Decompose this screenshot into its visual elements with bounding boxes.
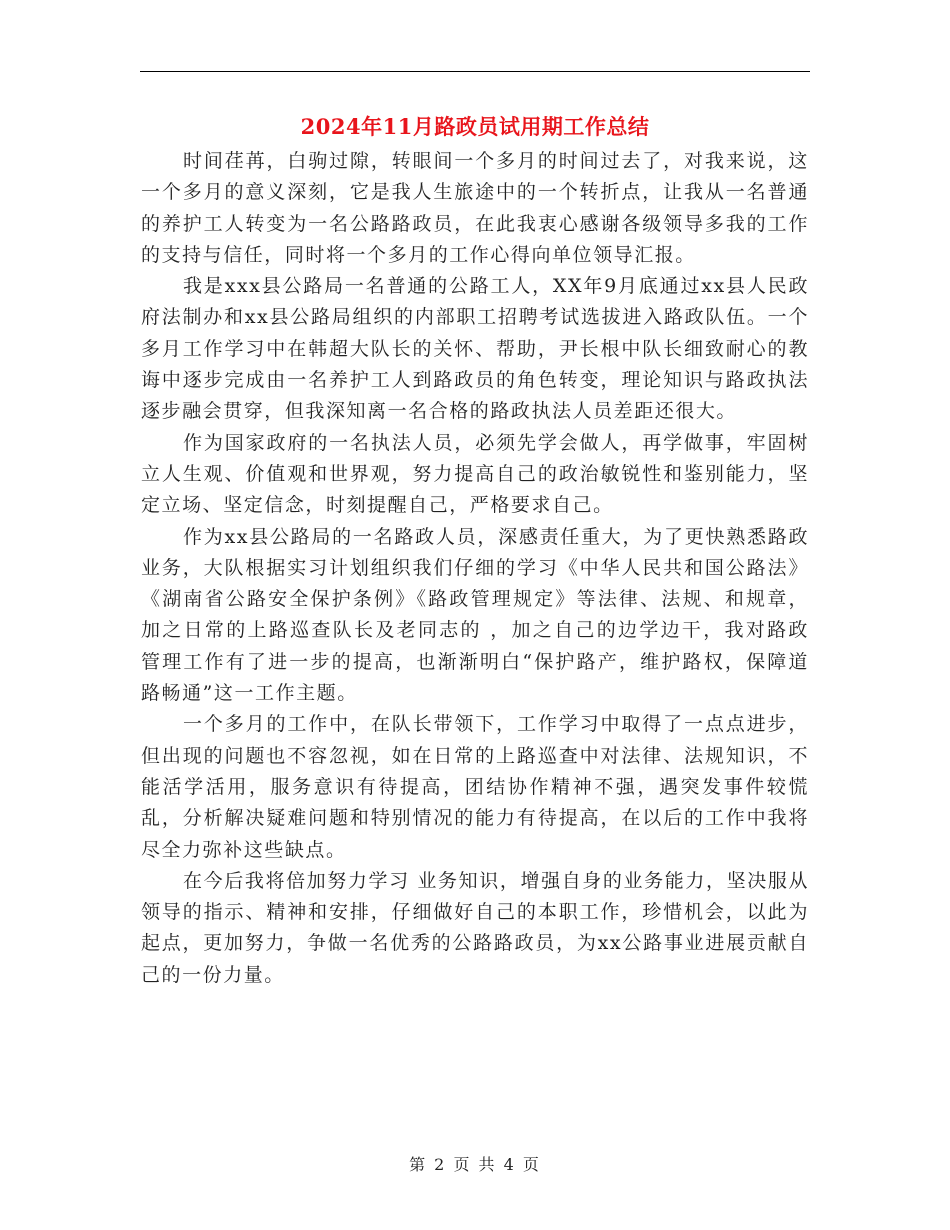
paragraph-2: 我是xxx县公路局一名普通的公路工人，XX年9月底通过xx县人民政府法制办和xx县公路局组织的内部职工招聘考试选拔进入路政队伍。一个多月工作学习中在韩超大队长的关怀、帮助，尹长根中队长细致耐心的教诲中逐步完成由一名养护工人到路政员的角色转变，理论知识与路政执法逐步融会贯穿，但我深知离一名合格的路政执法人员差距还很大。	[141, 275, 809, 423]
paragraph-4: 作为xx县公路局的一名路政人员，深感责任重大，为了更快熟悉路政业务，大队根据实习计划组织我们仔细的学习《中华人民共和国公路法》《湖南省公路安全保护条例》《路政管理规定》等法律、法规、和规章，加之日常的上路巡查队长及老同志的 ，加之自己的边学边干，我对路政 管理工作有了进一步的提高，也渐渐明白“保护路产，维护路权，保障道路畅通”这一工作主题。	[141, 525, 809, 705]
paragraph-6: 在今后我将倍加努力学习 业务知识，增强自身的业务能力，坚决服从领导的指示、精神和安排，仔细做好自己的本职工作，珍惜机会，以此为起点，更加努力，争做一名优秀的公路路政员，为xx公路事业进展贡献自己的一份力量。	[141, 869, 809, 986]
paragraph-5: 一个多月的工作中，在队长带领下，工作学习中取得了一点点进步，但出现的问题也不容忽视，如在日常的上路巡查中对法律、法规知识，不能活学活用，服务意识有待提高，团结协作精神不强，遇突发事件较慌乱，分析解决疑难问题和特别情况的能力有待提高，在以后的工作中我将尽全力弥补这些缺点。	[141, 713, 809, 861]
document-body	[141, 146, 809, 991]
paragraph-1: 时间荏苒，白驹过隙，转眼间一个多月的时间过去了，对我来说，这一个多月的意义深刻，它是我人生旅途中的一个转折点，让我从一名普通的养护工人转变为一名公路路政员，在此我衷心感谢各级领导多我的工作的支持与信任，同时将一个多月的工作心得向单位领导汇报。	[141, 150, 809, 266]
document-title: 2024年11月路政员试用期工作总结	[300, 114, 650, 139]
header-rule	[140, 71, 810, 72]
page-number-footer: 第 2 页 共 4 页	[409, 1155, 541, 1174]
paragraph-3: 作为国家政府的一名执法人员，必须先学会做人，再学做事，牢固树立人生观、价值观和世界观，努力提高自己的政治敏锐性和鉴别能力，坚定立场、坚定信念，时刻提醒自己，严格要求自己。	[141, 431, 809, 517]
